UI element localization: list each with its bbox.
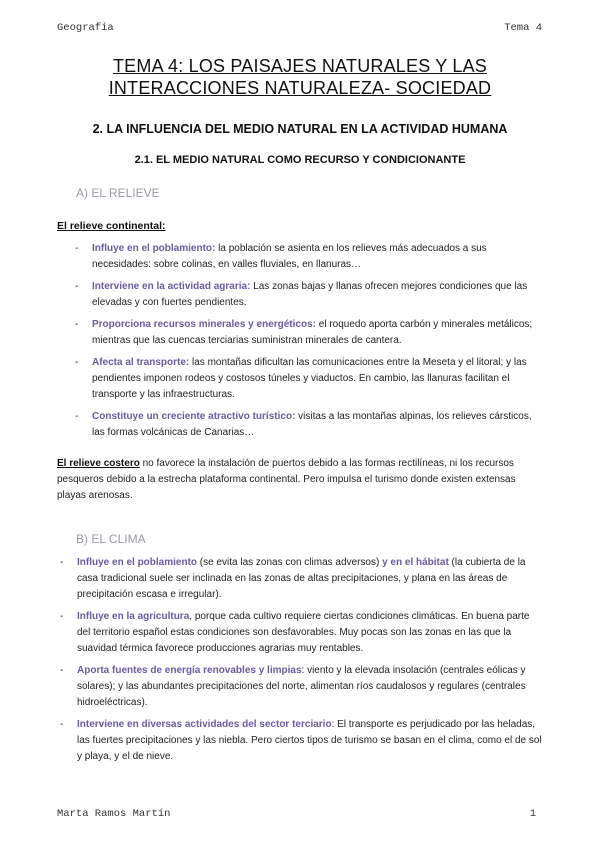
footer-author: Marta Ramos Martín	[57, 808, 171, 820]
list-bullet: -	[75, 319, 79, 330]
item-text: , porque cada cultivo requiere ciertas condiciones climáticas. En buena parte del territorio español estas condiciones son desfavorables. Muy pocas son las zonas en las que la suavidad térmica favorece producciones agrarias muy rentables.	[77, 611, 530, 654]
list-bullet: -	[60, 719, 64, 730]
item-highlight: Influye en el poblamiento	[77, 557, 198, 568]
title-line-1: TEMA 4: LOS PAISAJES NATURALES Y LAS	[112, 56, 487, 76]
page-title	[60, 55, 540, 99]
section-heading: 2. LA INFLUENCIA DEL MEDIO NATURAL EN LA ACTIVIDAD HUMANA	[92, 122, 508, 136]
costero-lead: El relieve costero	[57, 458, 140, 469]
relieve-costero-paragraph	[57, 456, 544, 504]
item-text: (se evita las zonas con climas adversos)	[197, 557, 380, 568]
item-text: : viento y la elevada insolación (centrales eólicas y solares); y las abundantes precipitaciones del norte, alimentan ríos caudalosos y regulares (centrales hidroeléctricas).	[77, 665, 526, 708]
item-text-2: (la cubierta de la casa tradicional suele ser inclinada en las zonas de altas precipitaciones, y plana en las áreas de precipitación escasa e irregular).	[77, 557, 526, 600]
item-text: Las zonas bajas y llanas ofrecen mejores condiciones que las elevadas y con fuertes pendientes.	[92, 281, 528, 308]
item-highlight: Afecta al transporte:	[92, 357, 190, 368]
list-item	[75, 317, 544, 349]
relieve-section-title: A) EL RELIEVE	[76, 186, 160, 200]
item-text: el roquedo aporta carbón y minerales metálicos; mientras que las cuencas terciarias suministran minerales de cantera.	[92, 319, 533, 346]
list-bullet: -	[75, 281, 79, 292]
item-highlight: Influye en la agricultura	[77, 611, 190, 622]
list-bullet: -	[75, 357, 79, 368]
item-highlight: Constituye un creciente atractivo turístico:	[92, 411, 296, 422]
item-text: : El transporte es perjudicado por las heladas, las fuertes precipitaciones y las niebla. Pero ciertos tipos de turismo se basan en el clima, como el de sol y playa, y el de nieve.	[77, 719, 542, 762]
title-line-2: INTERACCIONES NATURALEZA- SOCIEDAD	[108, 78, 492, 98]
item-text: la población se asienta en los relieves más adecuados a sus necesidades: sobre colinas, en valles fluviales, en llanuras…	[92, 243, 487, 270]
list-item	[60, 609, 544, 657]
item-highlight: Interviene en la actividad agraria:	[92, 281, 251, 292]
header-subject: Geografía	[57, 22, 114, 34]
relieve-continental-subhead: El relieve continental:	[57, 220, 166, 232]
list-bullet: -	[75, 411, 79, 422]
item-highlight: Interviene en diversas actividades del sector terciario	[77, 719, 332, 730]
item-highlight: Influye en el poblamiento:	[92, 243, 216, 254]
list-item	[75, 279, 544, 311]
clima-list	[60, 555, 544, 771]
list-bullet: -	[60, 611, 64, 622]
list-bullet: -	[60, 665, 64, 676]
subsection-heading: 2.1. EL MEDIO NATURAL COMO RECURSO Y CONDICIONANTE	[134, 154, 466, 166]
list-item	[75, 355, 544, 403]
costero-text: no favorece la instalación de puertos debido a las formas rectilíneas, ni los recursos pesqueros debido a la estrecha plataforma continental. Pero impulsa el turismo donde existen extensas playas arenosas.	[57, 458, 516, 501]
list-item	[60, 717, 544, 765]
item-highlight: Proporciona recursos minerales y energéticos:	[92, 319, 316, 330]
list-bullet: -	[75, 243, 79, 254]
clima-section-title: B) EL CLIMA	[76, 532, 146, 546]
item-text: las montañas dificultan las comunicaciones entre la Meseta y el litoral; y las pendientes imponen rodeos y costosos túneles y viaductos. En cambio, las llanuras facilitan el transporte y las infraestructuras.	[92, 357, 527, 400]
item-highlight: Aporta fuentes de energía renovables y limpias	[77, 665, 302, 676]
list-item	[75, 409, 544, 441]
item-text: visitas a las montañas alpinas, los relieves cársticos, las formas volcánicas de Canarias…	[92, 411, 532, 438]
list-bullet: -	[60, 557, 64, 568]
relieve-list	[75, 241, 544, 447]
page-number: 1	[529, 808, 536, 820]
list-item	[75, 241, 544, 273]
list-item	[60, 555, 544, 603]
list-item	[60, 663, 544, 711]
item-highlight-2: y en el hábitat	[379, 557, 449, 568]
header-topic: Tema 4	[504, 22, 542, 34]
